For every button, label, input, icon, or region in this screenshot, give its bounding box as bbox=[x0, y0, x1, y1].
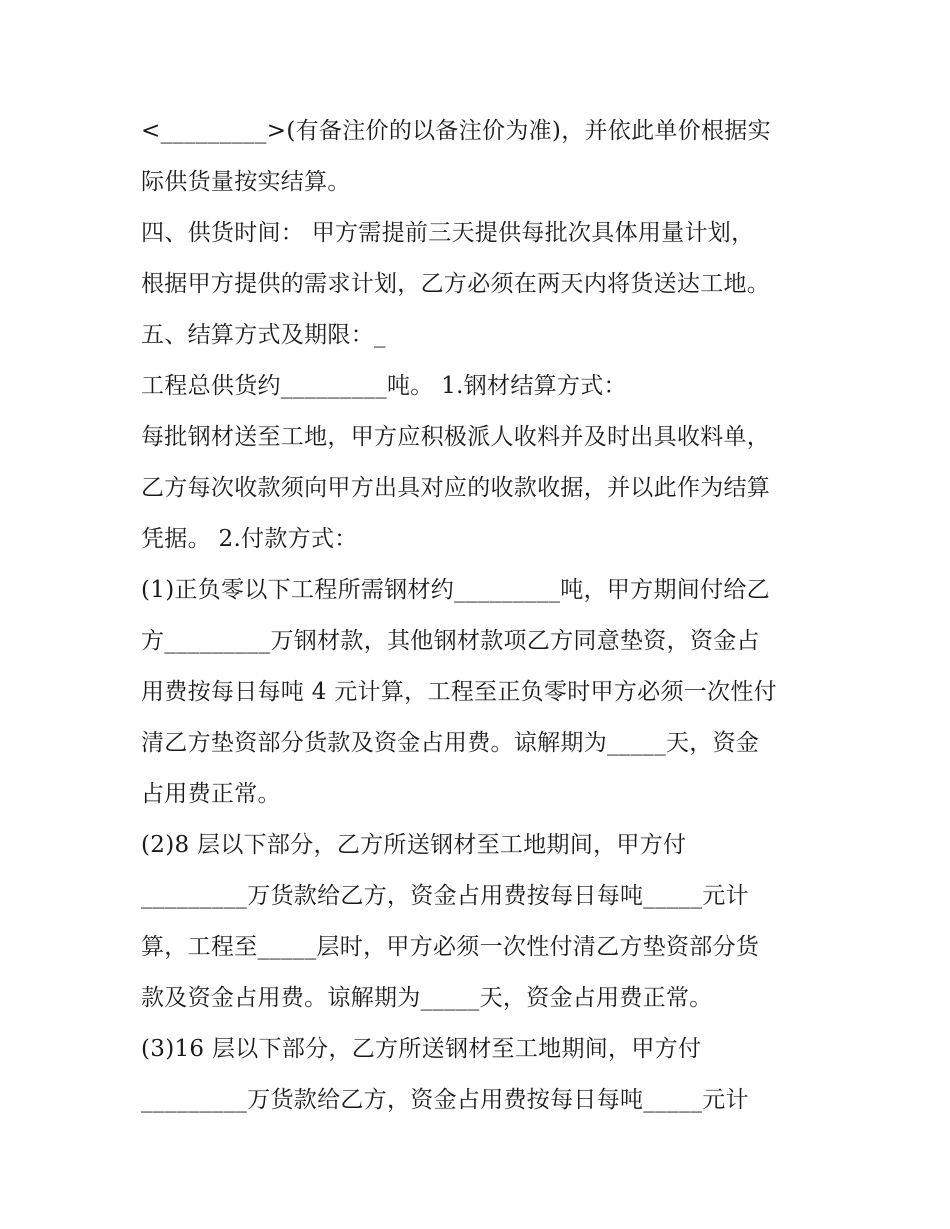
text-line: 占用费正常。 bbox=[141, 781, 281, 807]
text-line: 清乙方垫资部分货款及资金占用费。谅解期为_____天，资金 bbox=[141, 730, 760, 756]
text-line: 根据甲方提供的需求计划，乙方必须在两天内将货送达工地。 bbox=[141, 271, 771, 297]
text-line: 五、结算方式及期限：_ bbox=[141, 322, 386, 348]
text-line: 方_________万钢材款，其他钢材款项乙方同意垫资，资金占 bbox=[141, 628, 760, 654]
text-line: (2)8 层以下部分，乙方所送钢材至工地期间，甲方付 bbox=[141, 832, 687, 858]
text-line: 款及资金占用费。谅解期为_____天，资金占用费正常。 bbox=[141, 985, 713, 1011]
text-line: _________万货款给乙方，资金占用费按每日每吨_____元计 bbox=[141, 883, 749, 909]
text-line: 际供货量按实结算。 bbox=[141, 169, 351, 195]
text-line: (3)16 层以下部分，乙方所送钢材至工地期间，甲方付 bbox=[141, 1036, 702, 1062]
text-line: (1)正负零以下工程所需钢材约_________吨，甲方期间付给乙 bbox=[141, 577, 770, 603]
text-line: 乙方每次收款须向甲方出具对应的收款收据，并以此作为结算 bbox=[141, 475, 771, 501]
text-line: 算，工程至_____层时，甲方必须一次性付清乙方垫资部分货 bbox=[141, 934, 760, 960]
text-line: 工程总供货约_________吨。 1.钢材结算方式： bbox=[141, 373, 627, 399]
text-line: 四、供货时间： 甲方需提前三天提供每批次具体用量计划， bbox=[141, 220, 755, 246]
text-line: 用费按每日每吨 4 元计算，工程至正负零时甲方必须一次性付 bbox=[141, 679, 777, 705]
text-line: 凭据。 2.付款方式： bbox=[141, 526, 358, 552]
text-line: 每批钢材送至工地，甲方应积极派人收料并及时出具收料单， bbox=[141, 424, 771, 450]
text-line: _________万货款给乙方，资金占用费按每日每吨_____元计 bbox=[141, 1087, 749, 1113]
text-line: <_________>(有备注价的以备注价为准)，并依此单价根据实 bbox=[141, 118, 771, 144]
